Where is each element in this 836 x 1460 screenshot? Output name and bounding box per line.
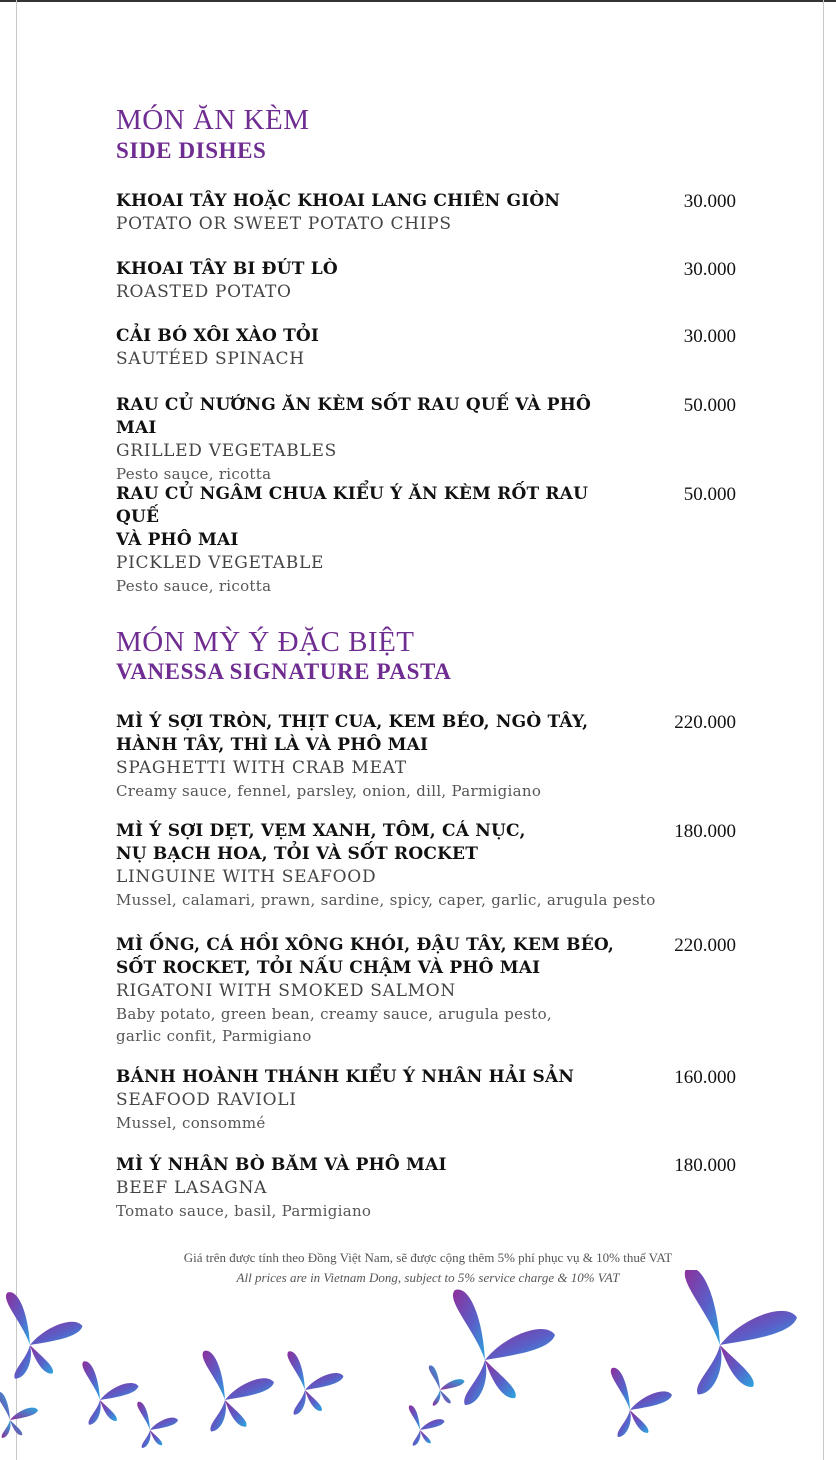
item-description: Pesto sauce, ricotta <box>116 577 272 595</box>
item-name-vi: RAU CỦ NƯỚNG ĂN KÈM SỐT RAU QUẾ VÀ PHÔ MAI <box>116 395 592 438</box>
item-price: 220.000 <box>674 712 736 733</box>
item-name-vi: MÌ Ý NHÂN BÒ BĂM VÀ PHÔ MAI <box>116 1155 447 1175</box>
section-title-en-pasta: VANESSA SIGNATURE PASTA <box>116 659 452 684</box>
left-border <box>16 0 17 1460</box>
item-price: 30.000 <box>683 326 736 347</box>
item-description: Creamy sauce, fennel, parsley, onion, dill, Parmigiano <box>116 782 542 800</box>
right-border <box>823 0 824 1460</box>
butterfly-icon <box>611 1368 672 1437</box>
butterfly-icon <box>685 1270 797 1395</box>
menu-item <box>116 934 736 1047</box>
item-name-vi: BÁNH HOÀNH THÁNH KIỂU Ý NHÂN HẢI SẢN <box>116 1067 575 1087</box>
item-description: Mussel, consommé <box>116 1114 266 1132</box>
item-name-en: RIGATONI WITH SMOKED SALMON <box>116 981 456 1001</box>
item-price: 220.000 <box>674 935 736 956</box>
menu-item <box>116 394 736 485</box>
item-price: 180.000 <box>674 821 736 842</box>
butterfly-icon <box>137 1402 178 1448</box>
menu-item <box>116 258 736 304</box>
item-name-en: GRILLED VEGETABLES <box>116 441 337 461</box>
item-description: Pesto sauce, ricotta <box>116 465 272 483</box>
butterfly-icon <box>82 1361 138 1425</box>
item-name-en: ROASTED POTATO <box>116 282 292 302</box>
item-price: 30.000 <box>683 191 736 212</box>
item-name-en: SPAGHETTI WITH CRAB MEAT <box>116 758 407 778</box>
butterfly-decoration <box>0 1270 836 1460</box>
item-price: 50.000 <box>683 395 736 416</box>
item-price: 160.000 <box>674 1067 736 1088</box>
menu-item <box>116 820 736 911</box>
butterfly-icon <box>6 1292 83 1379</box>
item-name-vi: MÌ ỐNG, CÁ HỒI XÔNG KHÓI, ĐẬU TÂY, KEM BÉO, SỐT ROCKET, TỎI NẤU CHẬM VÀ PHÔ MAI <box>116 935 615 978</box>
item-price: 50.000 <box>683 484 736 505</box>
item-name-vi: MÌ Ý SỢI TRÒN, THỊT CUA, KEM BÉO, NGÒ TÂY, HÀNH TÂY, THÌ LÀ VÀ PHÔ MAI <box>116 712 589 755</box>
item-description: Mussel, calamari, prawn, sardine, spicy, caper, garlic, arugula pesto <box>116 891 656 909</box>
butterfly-icon <box>409 1405 445 1445</box>
menu-item <box>116 1154 736 1222</box>
menu-item <box>116 325 736 371</box>
item-description: Baby potato, green bean, creamy sauce, arugula pesto, garlic confit, Parmigiano <box>116 1005 553 1045</box>
top-border <box>0 0 836 2</box>
menu-item <box>116 190 736 236</box>
butterfly-icon <box>203 1351 274 1432</box>
section-title-vi-side-dishes: MÓN ĂN KÈM <box>116 104 310 136</box>
butterfly-icon <box>0 1392 38 1438</box>
butterfly-icon <box>429 1365 465 1405</box>
item-name-vi: MÌ Ý SỢI DẸT, VẸM XANH, TÔM, CÁ NỤC, NỤ BẠCH HOA, TỎI VÀ SỐT ROCKET <box>116 821 526 864</box>
item-name-en: POTATO OR SWEET POTATO CHIPS <box>116 214 452 234</box>
item-name-en: BEEF LASAGNA <box>116 1178 268 1198</box>
item-price: 30.000 <box>683 259 736 280</box>
price-note-vi: Giá trên được tính theo Đồng Việt Nam, sẽ được cộng thêm 5% phí phục vụ & 10% thuế VAT <box>183 1250 673 1265</box>
menu-item <box>116 711 736 802</box>
item-name-en: PICKLED VEGETABLE <box>116 553 325 573</box>
menu-item <box>116 1066 736 1134</box>
menu-item <box>116 483 736 597</box>
butterfly-icon <box>287 1351 343 1415</box>
item-name-en: LINGUINE WITH SEAFOOD <box>116 867 377 887</box>
section-title-vi-pasta: MÓN MỲ Ý ĐẶC BIỆT <box>116 626 415 658</box>
item-name-vi: RAU CỦ NGÂM CHUA KIỂU Ý ĂN KÈM RỐT RAU QUẾ VÀ PHÔ MAI <box>116 484 589 550</box>
item-description: Tomato sauce, basil, Parmigiano <box>116 1202 372 1220</box>
item-name-vi: CẢI BÓ XÔI XÀO TỎI <box>116 326 320 346</box>
price-note-en: All prices are in Vietnam Dong, subject to 5% service charge & 10% VAT <box>236 1270 620 1285</box>
item-name-vi: KHOAI TÂY HOẶC KHOAI LANG CHIÊN GIÒN <box>116 191 561 211</box>
section-title-en-side-dishes: SIDE DISHES <box>116 138 267 163</box>
item-name-en: SAUTÉED SPINACH <box>116 349 305 369</box>
item-price: 180.000 <box>674 1155 736 1176</box>
butterfly-icon <box>453 1290 555 1405</box>
item-name-vi: KHOAI TÂY BI ĐÚT LÒ <box>116 259 338 279</box>
item-name-en: SEAFOOD RAVIOLI <box>116 1090 297 1110</box>
